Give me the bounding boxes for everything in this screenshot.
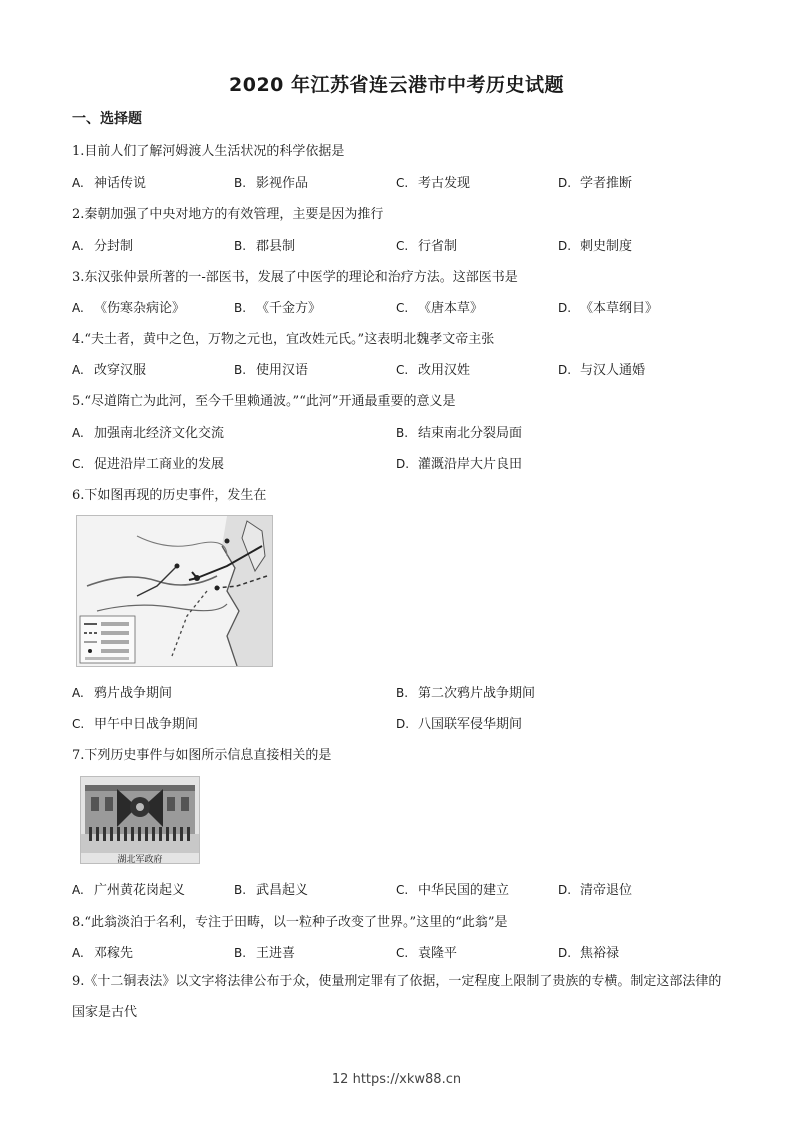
option-letter: B.	[234, 883, 247, 897]
option-letter: C.	[396, 946, 409, 960]
option-text: 《本草纲目》	[580, 301, 659, 316]
question-5-option-b	[396, 422, 522, 441]
question-4-option-c	[396, 359, 470, 378]
option-text: 促进沿岸工商业的发展	[94, 457, 225, 472]
question-5-option-d	[396, 453, 522, 472]
option-text: 分封制	[94, 239, 134, 254]
option-letter: D.	[558, 301, 572, 315]
option-text: 武昌起义	[256, 883, 309, 898]
option-letter: D.	[558, 176, 572, 190]
option-letter: C.	[396, 301, 409, 315]
page-title: 2020 年江苏省连云港市中考历史试题	[229, 74, 564, 96]
question-3-stem: 3.东汉张仲景所著的一-部医书，发展了中医学的理论和治疗方法。这部医书是	[72, 270, 518, 285]
section-heading: 一、选择题	[72, 111, 142, 127]
question-6-option-a	[72, 682, 172, 701]
option-text: 袁隆平	[418, 946, 458, 961]
option-text: 焦裕禄	[580, 946, 620, 961]
option-text: 神话传说	[94, 176, 147, 191]
question-4-option-b	[234, 359, 308, 378]
question-4-option-a	[72, 359, 146, 378]
option-text: 影视作品	[256, 176, 309, 191]
question-2-stem: 2.秦朝加强了中央对地方的有效管理，主要是因为推行	[72, 207, 384, 222]
question-6-option-d	[396, 713, 522, 732]
option-text: 行省制	[418, 239, 458, 254]
option-letter: D.	[396, 457, 410, 471]
option-text: 王进喜	[256, 946, 296, 961]
option-text: 郡县制	[256, 239, 296, 254]
option-text: 结束南北分裂局面	[418, 426, 523, 441]
option-letter: A.	[72, 239, 84, 253]
option-letter: A.	[72, 883, 84, 897]
question-3-option-c	[396, 297, 483, 316]
map-drawing	[77, 516, 272, 666]
option-text: 《伤寒杂病论》	[94, 301, 186, 316]
photo-drawing	[81, 777, 199, 863]
question-1-stem: 1.目前人们了解河姆渡人生活状况的科学依据是	[72, 144, 345, 159]
option-text: 《千金方》	[256, 301, 322, 316]
option-text: 《唐本草》	[418, 301, 484, 316]
question-7-option-c	[396, 879, 509, 898]
option-text: 考古发现	[418, 176, 471, 191]
question-4-option-d	[558, 359, 645, 378]
option-letter: A.	[72, 301, 84, 315]
option-letter: B.	[234, 946, 247, 960]
question-3-option-b	[234, 297, 321, 316]
historical-map-image	[76, 515, 273, 667]
question-6-stem: 6.下如图再现的历史事件，发生在	[72, 488, 267, 503]
option-letter: A.	[72, 946, 84, 960]
option-letter: B.	[234, 301, 247, 315]
option-text: 第二次鸦片战争期间	[418, 686, 536, 701]
option-letter: D.	[558, 363, 572, 377]
question-5-option-c	[72, 453, 224, 472]
option-letter: B.	[396, 426, 409, 440]
option-text: 改用汉姓	[418, 363, 471, 378]
option-text: 八国联军侵华期间	[418, 717, 523, 732]
option-letter: C.	[396, 239, 409, 253]
option-text: 改穿汉服	[94, 363, 147, 378]
photo-caption: 湖北军政府	[117, 855, 163, 865]
option-text: 邓稼先	[94, 946, 134, 961]
question-7-option-d	[558, 879, 632, 898]
option-letter: A.	[72, 363, 84, 377]
option-letter: C.	[396, 176, 409, 190]
question-1-option-b	[234, 172, 308, 191]
question-4-stem: 4.“夫土者，黄中之色，万物之元也，宜改姓元氏。”这表明北魏孝文帝主张	[72, 332, 495, 347]
option-letter: C.	[396, 363, 409, 377]
question-1-option-a	[72, 172, 146, 191]
option-letter: D.	[558, 883, 572, 897]
hubei-military-government-photo	[80, 776, 200, 864]
option-text: 鸦片战争期间	[94, 686, 173, 701]
option-letter: D.	[558, 946, 572, 960]
question-8-option-d	[558, 942, 619, 961]
question-2-option-b	[234, 235, 295, 254]
question-8-option-b	[234, 942, 295, 961]
question-1-option-d	[558, 172, 632, 191]
option-letter: D.	[558, 239, 572, 253]
option-letter: C.	[72, 717, 85, 731]
question-7-option-a	[72, 879, 185, 898]
question-5-option-a	[72, 422, 224, 441]
question-2-option-c	[396, 235, 457, 254]
option-letter: B.	[234, 176, 247, 190]
option-letter: B.	[396, 686, 409, 700]
question-3-option-d	[558, 297, 658, 316]
question-5-stem: 5.“尽道隋亡为此河，至今千里赖通波。”“此河”开通最重要的意义是	[72, 394, 456, 409]
question-2-option-d	[558, 235, 632, 254]
option-text: 加强南北经济文化交流	[94, 426, 225, 441]
option-letter: B.	[234, 239, 247, 253]
option-letter: C.	[72, 457, 85, 471]
option-letter: D.	[396, 717, 410, 731]
option-text: 甲午中日战争期间	[94, 717, 199, 732]
option-letter: A.	[72, 176, 84, 190]
option-text: 中华民国的建立	[418, 883, 510, 898]
option-text: 清帝退位	[580, 883, 633, 898]
question-9-stem: 9.《十二铜表法》以文字将法律公布于众，使量刑定罪有了依据，一定程度上限制了贵族的专横。制定这部法律的国家是古代	[72, 974, 722, 1020]
question-6-option-c	[72, 713, 198, 732]
option-letter: B.	[234, 363, 247, 377]
question-8-option-a	[72, 942, 133, 961]
question-7-stem: 7.下列历史事件与如图所示信息直接相关的是	[72, 748, 332, 763]
question-7-option-b	[234, 879, 308, 898]
option-text: 与汉人通婚	[580, 363, 646, 378]
option-text: 灌溉沿岸大片良田	[418, 457, 523, 472]
option-text: 刺史制度	[580, 239, 633, 254]
option-text: 使用汉语	[256, 363, 309, 378]
option-text: 学者推断	[580, 176, 633, 191]
question-1-option-c	[396, 172, 470, 191]
question-3-option-a	[72, 297, 185, 316]
page-footer: 12 https://xkw88.cn	[331, 1072, 462, 1087]
option-letter: A.	[72, 426, 84, 440]
question-8-stem: 8.“此翁淡泊于名利，专注于田畴，以一粒种子改变了世界。”这里的“此翁”是	[72, 915, 508, 930]
question-6-option-b	[396, 682, 535, 701]
option-letter: C.	[396, 883, 409, 897]
option-letter: A.	[72, 686, 84, 700]
question-2-option-a	[72, 235, 133, 254]
question-8-option-c	[396, 942, 457, 961]
option-text: 广州黄花岗起义	[94, 883, 186, 898]
